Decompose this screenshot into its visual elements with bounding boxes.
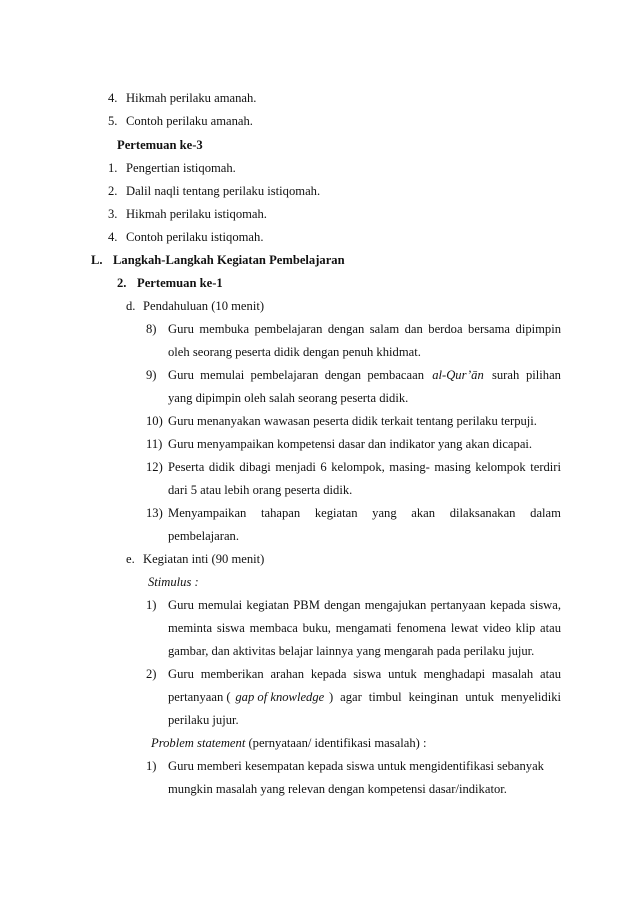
step-text: Guru memberikan arahan kepada siswa untuk menghadapi masalah atau — [168, 667, 561, 681]
step-number: 1) — [146, 759, 157, 773]
step-text-part: Guru memulai pembelajaran dengan pembacaan — [168, 368, 424, 382]
problem-label-rest: (pernyataan/ identifikasi masalah) : — [245, 736, 427, 750]
list-number: 4. — [108, 91, 118, 105]
step-text — [168, 369, 561, 382]
section-title: Langkah-Langkah Kegiatan Pembelajaran — [113, 253, 345, 267]
step-text: Guru menanyakan wawasan peserta didik terkait tentang perilaku terpuji. — [168, 414, 537, 428]
step-text: meminta siswa membaca buku, mengamati fenomena lewat video klip atau — [168, 621, 561, 635]
step-text: mungkin masalah yang relevan dengan kompetensi dasar/indikator. — [168, 782, 507, 796]
list-item: Hikmah perilaku istiqomah. — [126, 207, 267, 221]
problem-label-italic: Problem statement — [151, 736, 246, 750]
step-text: yang dipimpin oleh salah seorang peserta didik. — [168, 391, 409, 405]
list-item: Contoh perilaku amanah. — [126, 114, 253, 128]
list-number: 3. — [108, 207, 118, 221]
stimulus-label: Stimulus : — [148, 575, 199, 589]
list-number: 1. — [108, 161, 118, 175]
step-text: Guru memberi kesempatan kepada siswa untuk mengidentifikasi sebanyak — [168, 759, 544, 773]
step-word: tahapan — [261, 506, 301, 520]
step-text: gambar, dan aktivitas belajar lainnya yang mengarah pada perilaku jujur. — [168, 644, 535, 658]
step-text: perilaku jujur. — [168, 713, 239, 727]
step-word: dalam — [530, 506, 561, 520]
step-number: 2) — [146, 667, 157, 681]
step-text — [168, 691, 561, 704]
step-text-part: ) agar timbul keinginan untuk menyelidiki — [329, 690, 561, 704]
section-letter: L. — [91, 253, 103, 267]
list-number: 5. — [108, 114, 118, 128]
problem-statement-label — [151, 737, 426, 750]
part-letter: d. — [126, 299, 136, 313]
part-letter: e. — [126, 552, 135, 566]
list-item: Contoh perilaku istiqomah. — [126, 230, 264, 244]
step-word: akan — [411, 506, 436, 520]
part-title: Kegiatan inti (90 menit) — [143, 552, 265, 566]
step-number: 8) — [146, 322, 157, 336]
step-number: 11) — [146, 437, 163, 451]
step-number: 12) — [146, 460, 163, 474]
step-number: 1) — [146, 598, 157, 612]
step-text-italic: gap of knowledge — [235, 690, 325, 704]
list-item: Hikmah perilaku amanah. — [126, 91, 257, 105]
step-text: dari 5 atau lebih orang peserta didik. — [168, 483, 353, 497]
part-title: Pendahuluan (10 menit) — [143, 299, 265, 313]
step-number: 13) — [146, 506, 163, 520]
step-text: Guru membuka pembelajaran dengan salam dan berdoa bersama dipimpin — [168, 322, 561, 336]
subsection-number: 2. — [117, 276, 127, 290]
pertemuan-3-heading: Pertemuan ke-3 — [117, 138, 203, 152]
step-word: dilaksanakan — [449, 506, 516, 520]
step-word: Menyampaikan — [168, 506, 247, 520]
step-text: oleh seorang peserta didik dengan penuh khidmat. — [168, 345, 421, 359]
step-number: 9) — [146, 368, 157, 382]
step-word: yang — [372, 506, 397, 520]
list-number: 4. — [108, 230, 118, 244]
step-text-part: surah pilihan — [491, 368, 561, 382]
step-number: 10) — [146, 414, 163, 428]
step-text: Peserta didik dibagi menjadi 6 kelompok, masing- masing kelompok terdiri — [168, 460, 561, 474]
step-text: Guru memulai kegiatan PBM dengan mengajukan pertanyaan kepada siswa, — [168, 598, 561, 612]
list-number: 2. — [108, 184, 118, 198]
list-item: Dalil naqli tentang perilaku istiqomah. — [126, 184, 321, 198]
subsection-title: Pertemuan ke-1 — [137, 276, 223, 290]
step-text — [168, 507, 561, 520]
step-text-italic: al-Qur’ān — [432, 368, 484, 382]
step-word: kegiatan — [314, 506, 358, 520]
step-text: pembelajaran. — [168, 529, 239, 543]
step-text-part: pertanyaan ( — [168, 690, 231, 704]
list-item: Pengertian istiqomah. — [126, 161, 236, 175]
step-text: Guru menyampaikan kompetensi dasar dan indikator yang akan dicapai. — [168, 437, 533, 451]
